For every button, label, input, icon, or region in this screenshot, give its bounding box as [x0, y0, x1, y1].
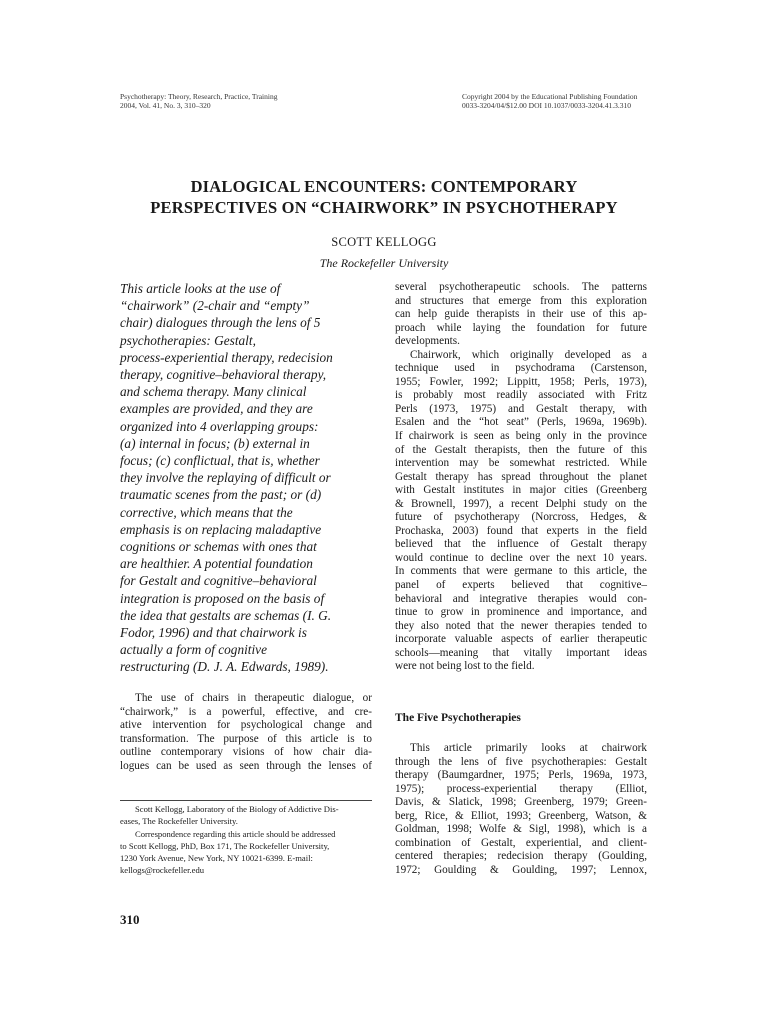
abstract-line: emphasis is on replacing maladaptive: [120, 521, 322, 537]
body-line: transformation. The purpose of this article is to: [120, 732, 372, 745]
body-line: 1955; Fowler, 1992; Lippitt, 1958; Perls, 1973),: [395, 375, 647, 388]
copyright-notice: [462, 92, 662, 110]
body-line: The use of chairs in therapeutic dialogue, or: [135, 692, 372, 704]
body-line: developments.: [395, 335, 460, 348]
abstract-line: they involve the replaying of difficult or: [120, 470, 331, 486]
body-line: 1975); process-experiential therapy (Elliot,: [395, 782, 647, 795]
footnote-line: Scott Kellogg, Laboratory of the Biology of Addictive Dis-: [135, 804, 339, 814]
abstract-line: integration is proposed on the basis of: [120, 590, 325, 606]
body-line: with Gestalt institutes in major cities (Greenberg: [395, 484, 647, 497]
body-line: tinue to grow in prominence and importance, and: [395, 606, 647, 619]
footnote-line: 1230 York Avenue, New York, NY 10021-6399. E-mail:: [120, 853, 313, 864]
body-line: future of psychotherapy (Norcross, Hedges, &: [395, 511, 647, 524]
body-line: they also noted that the newer therapies tended to: [395, 619, 647, 632]
body-line: berg, Rice, & Elliot, 1993; Greenberg, Watson, &: [395, 809, 647, 822]
body-line: of the Gestalt therapists, then the future of this: [395, 443, 647, 456]
abstract-line: focus; (c) conflictual, that is, whether: [120, 453, 320, 469]
body-line: outline contemporary visions of how chair dia-: [120, 746, 372, 759]
body-line: through the lens of five psychotherapies: Gestalt: [395, 755, 647, 768]
body-line: behavioral and integrative therapies would con-: [395, 592, 647, 605]
body-line: Perls (1973, 1975) and Gestalt therapy, with: [395, 402, 647, 415]
abstract-line: Fodor, 1996) and that chairwork is: [120, 625, 307, 641]
footnote-line: eases, The Rockefeller University.: [120, 816, 238, 827]
body-line: combination of Gestalt, experiential, and client-: [395, 836, 647, 849]
journal-name: Psychotherapy: Theory, Research, Practice, Training: [120, 92, 278, 101]
abstract-line: and schema therapy. Many clinical: [120, 384, 307, 400]
right-column-body: [395, 281, 647, 674]
abstract-line: This article looks at the use of: [120, 281, 281, 296]
abstract: [120, 280, 382, 676]
body-line: can help guide therapists in their use of this ap-: [395, 308, 647, 321]
left-column-body: [120, 692, 372, 773]
body-line: therapy (Baumgardner, 1975; Perls, 1969a, 1973,: [395, 769, 647, 782]
body-line: Esalen and the “hot seat” (Perls, 1969a, 1969b).: [395, 416, 647, 429]
body-line: incorporate valuable aspects of earlier therapeutic: [395, 633, 647, 646]
abstract-line: examples are provided, and they are: [120, 401, 313, 417]
abstract-line: are healthier. A potential foundation: [120, 556, 313, 572]
page-number: 310: [120, 912, 140, 927]
abstract-line: traumatic scenes from the past; or (d): [120, 487, 322, 503]
body-line: and structures that emerge from this exploration: [395, 294, 647, 307]
abstract-line: the idea that gestalts are schemas (I. G.: [120, 607, 332, 623]
body-line: Prochaska, 2003) found that experts in the field: [395, 524, 647, 537]
body-line: believed that the influence of Gestalt therapy: [395, 538, 647, 551]
body-line: were not being lost to the field.: [395, 660, 535, 673]
section-heading: The Five Psychotherapies: [395, 712, 521, 724]
abstract-line: chair) dialogues through the lens of 5: [120, 315, 321, 331]
body-line: centered therapies; redecision therapy (Goulding,: [395, 850, 647, 863]
body-line: ative intervention for psychological change and: [120, 719, 372, 732]
body-line: Davis, & Slatick, 1998; Greenberg, 1979; Green-: [395, 796, 647, 809]
title-line: PERSPECTIVES ON “CHAIRWORK” IN PSYCHOTHERAPY: [150, 198, 618, 217]
abstract-line: actually a form of cognitive: [120, 642, 267, 658]
body-line: logues can be used as seen through the lenses of: [120, 759, 372, 772]
body-line: proach while laying the foundation for future: [395, 321, 647, 334]
journal-volume: 2004, Vol. 41, No. 3, 310–320: [120, 101, 211, 110]
author-affiliation: The Rockefeller University: [319, 256, 449, 270]
copyright-line: Copyright 2004 by the Educational Publishing Foundation: [462, 92, 638, 101]
body-line: is probably most readily associated with Fritz: [395, 389, 647, 402]
footnote-divider: [120, 800, 372, 801]
title-line: DIALOGICAL ENCOUNTERS: CONTEMPORARY: [190, 177, 578, 196]
body-line: If chairwork is seen as being only in the province: [395, 430, 647, 443]
abstract-line: for Gestalt and cognitive–behavioral: [120, 573, 317, 589]
body-line: 1972; Goulding & Goulding, 1997; Lennox,: [395, 863, 647, 876]
abstract-line: corrective, which means that the: [120, 504, 293, 520]
body-line: would continue to decline over the next 10 years.: [395, 551, 647, 564]
article-title: [0, 176, 768, 218]
author-footnote: [120, 803, 372, 877]
body-line: & Brownell, 1997), a recent Delphi study on the: [395, 497, 647, 510]
abstract-line: therapy, cognitive–behavioral therapy,: [120, 367, 327, 383]
body-line: intervention may be somewhat restricted. While: [395, 457, 647, 470]
journal-citation: [120, 92, 350, 110]
body-line: Chairwork, which originally developed as a: [410, 348, 647, 361]
footnote-line: Correspondence regarding this article should be addressed: [135, 828, 336, 839]
body-line: In comments that were germane to this article, the: [395, 565, 647, 578]
abstract-line: organized into 4 overlapping groups:: [120, 418, 319, 434]
right-column-section-body: [395, 742, 647, 877]
abstract-line: process-experiential therapy, redecision: [120, 349, 333, 365]
abstract-line: cognitions or schemas with ones that: [120, 539, 317, 555]
body-line: schools—meaning that vitally important ideas: [395, 646, 647, 659]
abstract-line: psychotherapies: Gestalt,: [120, 332, 256, 348]
footnote-line: kellogs@rockefeller.edu: [120, 865, 205, 876]
abstract-line: (a) internal in focus; (b) external in: [120, 435, 310, 451]
body-line: “chairwork,” is a powerful, effective, and cre-: [120, 705, 372, 718]
body-line: This article primarily looks at chairwork: [410, 742, 647, 754]
footnote-line: to Scott Kellogg, PhD, Box 171, The Rockefeller University,: [120, 840, 330, 851]
body-line: several psychotherapeutic schools. The patterns: [395, 281, 647, 293]
body-line: panel of experts believed that cognitive–: [395, 579, 647, 592]
body-line: Goldman, 1998; Wolfe & Sigl, 1998), which is a: [395, 823, 647, 836]
body-line: Gestalt therapy has spread throughout the planet: [395, 470, 647, 483]
body-line: technique used in psychodrama (Carstenson,: [395, 362, 647, 375]
abstract-line: “chairwork” (2-chair and “empty”: [120, 298, 310, 314]
doi-line: 0033-3204/04/$12.00 DOI 10.1037/0033-3204.41.3.310: [462, 101, 631, 110]
abstract-line: restructuring (D. J. A. Edwards, 1989).: [120, 659, 329, 675]
author-name: SCOTT KELLOGG: [331, 235, 437, 249]
